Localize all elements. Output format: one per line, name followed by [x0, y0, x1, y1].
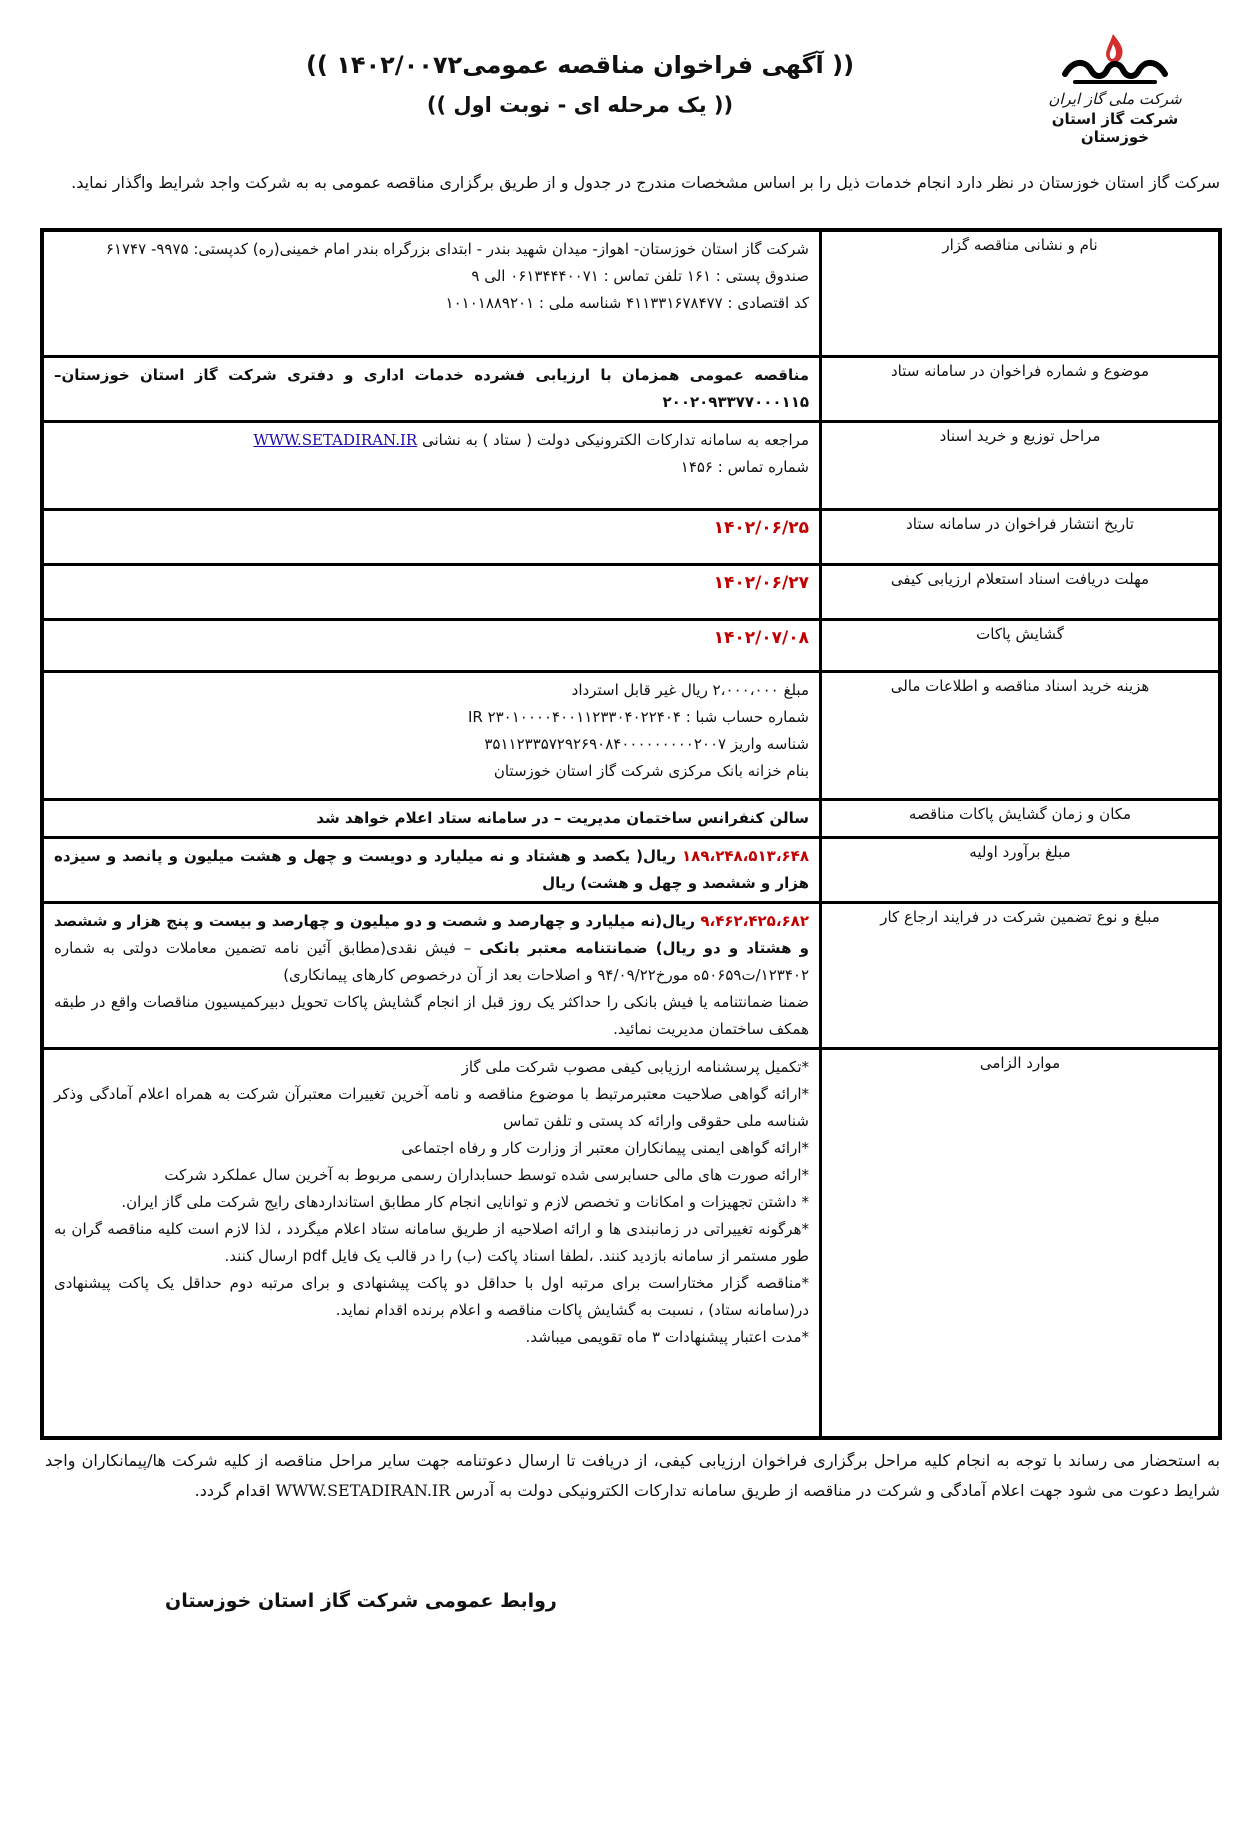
fee-sheba: شماره حساب شبا : IR ۲۳۰۱۰۰۰۰۴۰۰۱۱۲۳۳۰۴۰۲۲۴۰۴: [467, 707, 809, 726]
company-name: شرکت گاز استان خوزستان: [1051, 110, 1179, 146]
closing-link[interactable]: WWW.SETADIRAN.IR: [275, 1481, 451, 1500]
publish-date-cell: [42, 509, 821, 564]
announcement-subtitle: (( یک مرحله ای - نوبت اول )): [426, 93, 734, 117]
list-item: *ارائه گواهی صلاحیت معتبرمرتبط با موضوع مناقصه و نامه آخرین تغییرات معتبرآن شرکت به همراه اعلام آمادگی وذکر شناسه ملی حقوقی وارائه کد پستی و تلفن تماس: [54, 1084, 809, 1130]
estimate-value: [42, 837, 821, 902]
distribution-phone: شماره تماس : ۱۴۵۶: [680, 457, 809, 476]
fee-label: هزینه خرید اسناد مناقصه و اطلاعات مالی: [821, 671, 1221, 799]
setadiran-link[interactable]: WWW.SETADIRAN.IR: [253, 430, 418, 449]
estimate-amount: ۱۸۹،۲۴۸،۵۱۳،۶۴۸: [682, 846, 809, 865]
guarantee-value: [42, 902, 821, 1048]
list-item: *ارائه صورت های مالی حسابرسی شده توسط حسابداران رسمی مربوط به آخرین سال عملکرد شرکت: [164, 1165, 809, 1184]
organizer-contact: صندوق پستی : ۱۶۱ تلفن تماس : ۰۶۱۳۴۴۴۰۰۷۱ الی ۹: [471, 267, 809, 285]
subject-label: موضوع و شماره فراخوان در سامانه ستاد: [821, 356, 1221, 421]
intro-paragraph: سرکت گاز استان خوزستان در نظر دارد انجام خدمات ذیل را بر اساس مشخصات مندرج در جدول و از طریق برگزاری مناقصه عمومی به به شرکت واجد شرایط واگذار نماید.: [71, 173, 1220, 192]
publish-date-label: تاریخ انتشار فراخوان در سامانه ستاد: [821, 509, 1221, 564]
table-row: [42, 509, 1220, 564]
table-row: [42, 902, 1220, 1048]
distribution-label: مراحل توزیع و خرید اسناد: [821, 421, 1221, 509]
requirements-list: [42, 1048, 821, 1438]
estimate-text: ریال( یکصد و هشتاد و نه میلیارد و دویست و چهل و هشت میلیون و پانصد و سیزده هزار و ششصد و چهل و هشت) ریال: [54, 846, 809, 892]
list-item: *ارائه گواهی ایمنی پیمانکاران معتبر از وزارت کار و رفاه اجتماعی: [401, 1138, 809, 1157]
announcement-title: (( آگهی فراخوان مناقصه عمومی۱۴۰۲/۰۰۷۲ )): [305, 51, 855, 79]
venue-value: سالن کنفرانس ساختمان مدیریت – در سامانه ستاد اعلام خواهد شد: [42, 799, 821, 837]
organizer-ids: کد اقتصادی : ۴۱۱۳۳۱۶۷۸۴۷۷ شناسه ملی : ۱۰۱۰۱۸۸۹۲۰۱: [445, 294, 809, 312]
company-logo: [1025, 30, 1205, 146]
organizer-address: شرکت گاز استان خوزستان- اهواز- میدان شهید بندر - ابتدای بزرگراه بندر امام خمینی(ره) کدپستی: ۹۹۷۵- ۶۱۷۴۷: [105, 240, 809, 258]
guarantee-text: – فیش نقدی(مطابق آئین نامه تضمین معاملات دولتی به شماره ۱۲۳۴۰۲/ت۵۰۶۵۹ه مورخ۹۴/۰۹/۲۲ و اصلاحات بعد از آن درخصوص کارهای پیمانکاری): [54, 938, 809, 984]
fee-deposit-id: شناسه واریز ۳۵۱۱۲۳۳۵۷۲۹۲۶۹۰۸۴۰۰۰۰۰۰۰۰۰۲۰۰۷: [484, 734, 809, 753]
organizer-value: [42, 230, 821, 356]
signature: روابط عمومی شرکت گاز استان خوزستان: [165, 1590, 557, 1612]
gas-company-emblem-icon: [1055, 30, 1175, 92]
guarantee-label: مبلغ و نوع تضمین شرکت در فرایند ارجاع کار: [821, 902, 1221, 1048]
list-item: *مناقصه گزار مختاراست برای مرتبه اول با حداقل دو پاکت پیشنهادی و برای مرتبه دوم حداقل یک پاکت پیشنهادی در(سامانه ستاد) ، نسبت به گشایش پاکات مناقصه و اعلام برنده اقدام نماید.: [54, 1273, 809, 1319]
opening-cell: [42, 619, 821, 671]
table-row: [42, 421, 1220, 509]
fee-amount: مبلغ ۲،۰۰۰،۰۰۰ ریال غیر قابل استرداد: [571, 680, 809, 699]
table-row: [42, 356, 1220, 421]
guarantee-note: ضمنا ضمانتنامه یا فیش بانکی را حداکثر یک روز قبل از انجام گشایش پاکات تحویل دبیرکمیسیون مناقصات واقع در طبقه همکف ساختمان مدیریت نمائید.: [54, 992, 809, 1038]
opening-label: گشایش پاکات: [821, 619, 1221, 671]
table-row: [42, 671, 1220, 799]
organizer-label: نام و نشانی مناقصه گزار: [821, 230, 1221, 356]
deadline-cell: [42, 564, 821, 619]
table-row: [42, 799, 1220, 837]
list-item: *هرگونه تغییراتی در زمانبندی ها و ارائه اصلاحیه از طریق سامانه ستاد اعلام میگردد ، لذا لازم است کلیه مناقصه گران به طور مستمر از سامانه بازدید کنند. ،لطفا اسناد پاکت (ب) را در قالب یک فایل pdf ارسال کنند.: [54, 1219, 809, 1265]
table-row: [42, 1048, 1220, 1438]
fee-payee: بنام خزانه بانک مرکزی شرکت گاز استان خوزستان: [493, 761, 809, 780]
table-row: [42, 564, 1220, 619]
estimate-label: مبلغ برآورد اولیه: [821, 837, 1221, 902]
table-row: [42, 230, 1220, 356]
tender-details-table: [40, 228, 1222, 1440]
venue-label: مکان و زمان گشایش پاکات مناقصه: [821, 799, 1221, 837]
list-item: *تکمیل پرسشنامه ارزیابی کیفی مصوب شرکت ملی گاز: [461, 1057, 809, 1076]
announcement-titles: [300, 48, 860, 122]
requirements-label: موارد الزامی: [821, 1048, 1221, 1438]
closing-paragraph: [45, 1446, 1220, 1506]
table-row: [42, 837, 1220, 902]
list-item: *مدت اعتبار پیشنهادات ۳ ماه تقویمی میباشد.: [525, 1327, 809, 1346]
logo-script-text: شرکت ملی گاز ایران: [1048, 90, 1182, 108]
list-item: * داشتن تجهیزات و امکانات و تخصص لازم و توانایی انجام کار مطابق استانداردهای رایج شرکت ملی گاز ایران.: [121, 1192, 809, 1211]
publish-date-value: ۱۴۰۲/۰۶/۲۵: [713, 517, 809, 538]
table-row: [42, 619, 1220, 671]
subject-value: مناقصه عمومی همزمان با ارزیابی فشرده خدمات اداری و دفتری شرکت گاز استان خوزستان–۲۰۰۲۰۹۳۳۷۷۰۰۰۱۱۵: [42, 356, 821, 421]
guarantee-text-bold: ریال(نه میلیارد و چهارصد و شصت و دو میلیون و چهارصد و بیست و پنج هزار و ششصد و هشتاد و دو ریال) ضمانتنامه معتبر بانکی: [54, 911, 809, 957]
deadline-value: ۱۴۰۲/۰۶/۲۷: [713, 572, 809, 593]
closing-suffix: اقدام گردد.: [194, 1481, 276, 1500]
distribution-value: [42, 421, 821, 509]
fee-value: [42, 671, 821, 799]
distribution-text: مراجعه به سامانه تدارکات الکترونیکی دولت ( ستاد ) به نشانی: [421, 430, 809, 449]
opening-value: ۱۴۰۲/۰۷/۰۸: [713, 627, 809, 648]
closing-text: به استحضار می رساند با توجه به انجام کلیه مراحل برگزاری فراخوان ارزیابی کیفی، از دریافت تا ارسال دعوتنامه جهت سایر مراحل مناقصه از کلیه شرکت ها/پیمانکاران واجد شرایط دعوت می شود جهت اعلام آمادگی و شرکت در مناقصه از طریق سامانه تدارکات الکترونیکی دولت به آدرس: [45, 1451, 1220, 1500]
guarantee-amount: ۹،۴۶۲،۴۲۵،۶۸۲: [700, 911, 809, 930]
deadline-label: مهلت دریافت اسناد استعلام ارزیابی کیفی: [821, 564, 1221, 619]
